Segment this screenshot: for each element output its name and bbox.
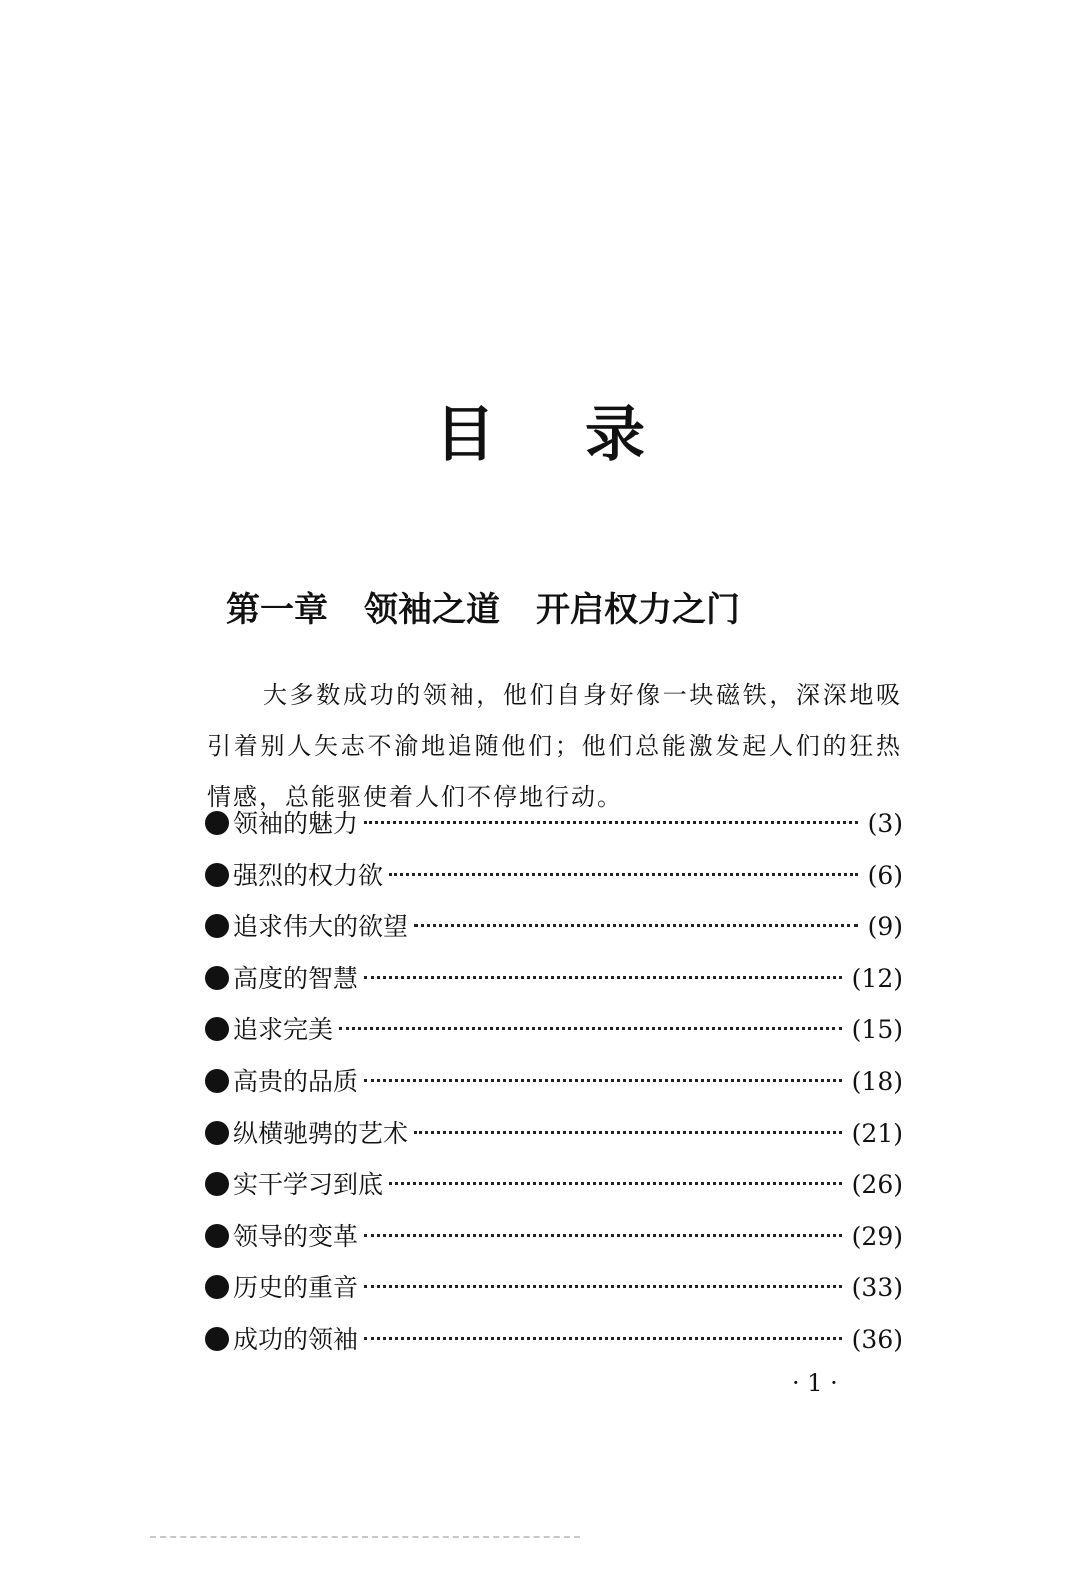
bullet-icon bbox=[205, 1017, 229, 1041]
dot-leader bbox=[364, 1285, 842, 1288]
toc-title-char-2: 录 bbox=[585, 400, 645, 470]
toc-entry[interactable] bbox=[205, 1159, 903, 1211]
bullet-icon bbox=[205, 1069, 229, 1093]
bullet-icon bbox=[205, 1224, 229, 1248]
toc-entry-page: (6) bbox=[867, 860, 903, 890]
toc-entry-page: (15) bbox=[851, 1015, 903, 1045]
dot-leader bbox=[414, 1131, 842, 1134]
dot-leader bbox=[389, 873, 858, 876]
bullet-icon bbox=[205, 1172, 229, 1196]
chapter-label: 第一章 bbox=[226, 590, 328, 630]
toc-entry[interactable] bbox=[205, 1108, 903, 1160]
bullet-icon bbox=[205, 1121, 229, 1145]
toc-entry[interactable] bbox=[205, 1211, 903, 1263]
dot-leader bbox=[364, 1337, 842, 1340]
bullet-icon bbox=[205, 811, 229, 835]
toc-entry-title: 成功的领袖 bbox=[233, 1324, 359, 1354]
dot-leader bbox=[364, 1079, 842, 1082]
toc-entry-title: 实干学习到底 bbox=[233, 1170, 384, 1200]
dot-leader bbox=[389, 1182, 842, 1185]
toc-entry-title: 领袖的魅力 bbox=[233, 809, 359, 838]
toc-entry[interactable] bbox=[205, 1314, 903, 1366]
chapter-title-part-2: 开启权力之门 bbox=[536, 590, 740, 630]
bullet-icon bbox=[205, 1275, 229, 1299]
toc-title bbox=[0, 400, 1080, 470]
bullet-icon bbox=[205, 914, 229, 938]
toc-entry-title: 高度的智慧 bbox=[233, 963, 359, 993]
dot-leader bbox=[364, 976, 842, 979]
toc-entry[interactable] bbox=[205, 1056, 903, 1108]
toc-entry-title: 追求伟大的欲望 bbox=[233, 912, 409, 942]
toc-entry-title: 强烈的权力欲 bbox=[233, 860, 384, 890]
toc-entry-page: (36) bbox=[851, 1324, 903, 1354]
toc-title-char-1: 目 bbox=[435, 400, 495, 470]
toc-entry-page: (21) bbox=[851, 1118, 903, 1148]
toc-entry-page: (33) bbox=[851, 1273, 903, 1303]
dot-leader bbox=[364, 821, 858, 824]
toc-entry-title: 领导的变革 bbox=[233, 1221, 359, 1251]
toc-entry-page: (18) bbox=[851, 1066, 903, 1096]
chapter-intro: 大多数成功的领袖，他们自身好像一块磁铁，深深地吸引着别人矢志不渝地追随他们；他们总能激发起人们的狂热情感，总能驱使着人们不停地行动。 bbox=[207, 681, 902, 811]
toc-entry-title: 历史的重音 bbox=[233, 1273, 359, 1303]
toc-entry-page: (26) bbox=[851, 1170, 903, 1200]
bullet-icon bbox=[205, 1327, 229, 1351]
dot-leader bbox=[339, 1027, 842, 1030]
toc-entry-title: 纵横驰骋的艺术 bbox=[233, 1118, 409, 1148]
toc-entry-page: (9) bbox=[867, 912, 903, 942]
toc-entry[interactable] bbox=[205, 850, 903, 902]
bullet-icon bbox=[205, 966, 229, 990]
toc-entry[interactable] bbox=[205, 901, 903, 953]
scan-artifact-line bbox=[150, 1532, 580, 1538]
toc-entry-title: 追求完美 bbox=[233, 1015, 334, 1045]
toc-entry[interactable] bbox=[205, 798, 903, 850]
toc-entry[interactable] bbox=[205, 953, 903, 1005]
toc-entry[interactable] bbox=[205, 1262, 903, 1314]
toc-entry-list bbox=[205, 798, 903, 1366]
dot-leader bbox=[414, 924, 858, 927]
chapter-title-part-1: 领袖之道 bbox=[364, 590, 500, 630]
toc-entry-page: (29) bbox=[851, 1221, 903, 1251]
toc-entry-page: (12) bbox=[851, 963, 903, 993]
dot-leader bbox=[364, 1234, 842, 1237]
bullet-icon bbox=[205, 863, 229, 887]
chapter-heading bbox=[226, 588, 740, 632]
toc-entry-page: (3) bbox=[867, 809, 903, 838]
page-number: · 1 · bbox=[792, 1369, 838, 1397]
toc-entry[interactable] bbox=[205, 1004, 903, 1056]
toc-entry-title: 高贵的品质 bbox=[233, 1066, 359, 1096]
